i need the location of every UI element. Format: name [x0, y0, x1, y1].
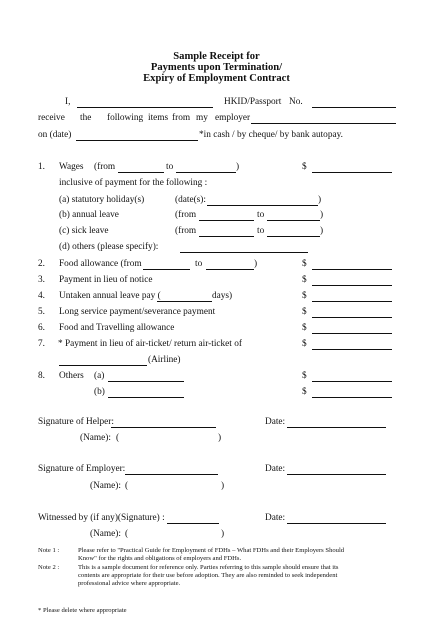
- payment-mode: *in cash / by cheque/ by bank autopay.: [199, 130, 343, 140]
- sub-c-from: (from: [175, 226, 197, 236]
- item-1-number: 1.: [38, 162, 45, 172]
- intro-employer: employer: [215, 113, 251, 123]
- air-ticket-amount-field[interactable]: [312, 349, 392, 350]
- intro-no: No.: [289, 97, 303, 107]
- intro-following: following: [107, 113, 144, 123]
- others-a-field[interactable]: [108, 381, 184, 382]
- item-8-a: (a): [94, 371, 105, 381]
- employer-date-field[interactable]: [287, 474, 386, 475]
- delete-where-appropriate: * Please delete where appropriate: [38, 607, 127, 614]
- item-1-close: ): [236, 162, 240, 172]
- airline-field[interactable]: [59, 365, 147, 366]
- item-8-b: (b): [94, 387, 105, 397]
- item-5-number: 5.: [38, 307, 45, 317]
- employer-signature-field[interactable]: [125, 474, 218, 475]
- leave-pay-amount-field[interactable]: [312, 301, 392, 302]
- holiday-dates-field[interactable]: [207, 205, 318, 206]
- witness-signature-field[interactable]: [167, 523, 219, 524]
- annual-leave-to-field[interactable]: [267, 220, 320, 221]
- witness-date-field[interactable]: [287, 523, 386, 524]
- helper-signature-label: Signature of Helper:: [38, 417, 114, 427]
- others-b-field[interactable]: [108, 397, 184, 398]
- helper-date-label: Date:: [265, 417, 286, 427]
- helper-name-label: (Name):: [80, 433, 111, 443]
- intro-the: the: [80, 113, 92, 123]
- item-4-number: 4.: [38, 291, 45, 301]
- note-2-line-2: contents are appropriate for their use before adoption. They are also reminded to seek independent: [78, 572, 338, 579]
- item-1-to: to: [166, 162, 174, 172]
- sub-d-label: (d) others (please specify):: [59, 242, 159, 252]
- witness-name-close: ): [221, 529, 225, 539]
- others-specify-field[interactable]: [180, 252, 308, 253]
- notice-amount-field[interactable]: [312, 285, 392, 286]
- long-service-amount-field[interactable]: [312, 317, 392, 318]
- sub-b-from: (from: [175, 210, 197, 220]
- employer-name-label: (Name):: [90, 481, 121, 491]
- title-line-3: Expiry of Employment Contract: [143, 73, 290, 84]
- employer-name-field[interactable]: [251, 123, 396, 124]
- sick-leave-to-field[interactable]: [267, 236, 320, 237]
- item-1-from: (from: [94, 162, 116, 172]
- note-2-line-1: This is a sample document for reference only. Parties referring to this sample should ensure that its: [78, 564, 339, 571]
- item-8-dollar-b: $: [302, 387, 307, 397]
- sick-leave-from-field[interactable]: [199, 236, 254, 237]
- item-8-label: Others: [59, 371, 84, 381]
- sub-a-dates: (date(s):: [175, 195, 206, 205]
- item-8-number: 8.: [38, 371, 45, 381]
- item-5-label: Long service payment/severance payment: [59, 307, 216, 317]
- helper-name-open: (: [116, 433, 120, 443]
- note-2-label: Note 2 :: [38, 564, 60, 571]
- sub-a-close: ): [318, 195, 322, 205]
- food-amount-field[interactable]: [312, 269, 392, 270]
- item-4-dollar: $: [302, 291, 307, 301]
- item-2-number: 2.: [38, 259, 45, 269]
- sub-b-label: (b) annual leave: [59, 210, 119, 220]
- intro-my: my: [196, 113, 208, 123]
- witness-name-open: (: [125, 529, 129, 539]
- travel-amount-field[interactable]: [312, 333, 392, 334]
- helper-date-field[interactable]: [287, 427, 386, 428]
- item-8-dollar-a: $: [302, 371, 307, 381]
- item-1-wages: Wages: [59, 162, 84, 172]
- note-2-line-3: professional advice where appropriate.: [78, 580, 181, 587]
- item-4-label: Untaken annual leave pay (: [59, 291, 161, 301]
- intro-hkid: HKID/Passport: [224, 97, 282, 107]
- leave-days-field[interactable]: [157, 301, 212, 302]
- item-3-dollar: $: [302, 275, 307, 285]
- wages-from-field[interactable]: [118, 172, 164, 173]
- item-2-dollar: $: [302, 259, 307, 269]
- item-2-label: Food allowance (from: [59, 259, 142, 269]
- sub-b-close: ): [320, 210, 324, 220]
- wages-to-field[interactable]: [176, 172, 236, 173]
- item-6-label: Food and Travelling allowance: [59, 323, 175, 333]
- sub-a-label: (a) statutory holiday(s): [59, 195, 145, 205]
- item-3-label: Payment in lieu of notice: [59, 275, 153, 285]
- item-6-dollar: $: [302, 323, 307, 333]
- note-1-line-1: Please refer to "Practical Guide for Employment of FDHs – What FDHs and their Employers Should: [78, 547, 345, 554]
- note-1-line-2: Know" for the rights and obligations of employers and FDHs.: [78, 555, 242, 562]
- intro-receive: receive: [38, 113, 65, 123]
- intro-on-date: on (date): [38, 130, 72, 140]
- intro-i: I,: [65, 97, 71, 107]
- item-7-dollar: $: [302, 339, 307, 349]
- sub-c-to: to: [257, 226, 265, 236]
- receipt-date-field[interactable]: [76, 140, 198, 141]
- item-2-to: to: [195, 259, 203, 269]
- intro-from: from: [172, 113, 191, 123]
- sub-b-to: to: [257, 210, 265, 220]
- item-7-airline: (Airline): [148, 355, 181, 365]
- item-4-close: days): [212, 291, 233, 301]
- item-7-number: 7.: [38, 339, 45, 349]
- hkid-number-field[interactable]: [312, 107, 396, 108]
- others-a-amount-field[interactable]: [312, 381, 392, 382]
- title-line-2: Payments upon Termination/: [150, 62, 283, 73]
- inclusive-text: inclusive of payment for the following :: [59, 178, 208, 188]
- helper-name-close: ): [218, 433, 222, 443]
- food-to-field[interactable]: [206, 269, 254, 270]
- helper-signature-field[interactable]: [111, 427, 216, 428]
- witness-date-label: Date:: [265, 513, 286, 523]
- witness-signature-label: Witnessed by (if any)(Signature) :: [38, 513, 165, 523]
- title-line-1: Sample Receipt for: [173, 51, 260, 62]
- employer-date-label: Date:: [265, 464, 286, 474]
- food-from-field[interactable]: [143, 269, 190, 270]
- intro-items: items: [148, 113, 169, 123]
- employer-name-close: ): [221, 481, 225, 491]
- item-2-close: ): [254, 259, 258, 269]
- item-7-label: * Payment in lieu of air-ticket/ return air-ticket of: [58, 339, 242, 349]
- employer-signature-label: Signature of Employer:: [38, 464, 126, 474]
- employer-name-open: (: [125, 481, 129, 491]
- sub-c-close: ): [320, 226, 324, 236]
- others-b-amount-field[interactable]: [312, 397, 392, 398]
- item-1-dollar: $: [302, 162, 307, 172]
- sub-c-label: (c) sick leave: [59, 226, 109, 236]
- note-1-label: Note 1 :: [38, 547, 60, 554]
- item-6-number: 6.: [38, 323, 45, 333]
- name-field[interactable]: [77, 107, 213, 108]
- wages-amount-field[interactable]: [312, 172, 392, 173]
- item-3-number: 3.: [38, 275, 45, 285]
- annual-leave-from-field[interactable]: [199, 220, 254, 221]
- item-5-dollar: $: [302, 307, 307, 317]
- witness-name-label: (Name):: [90, 529, 121, 539]
